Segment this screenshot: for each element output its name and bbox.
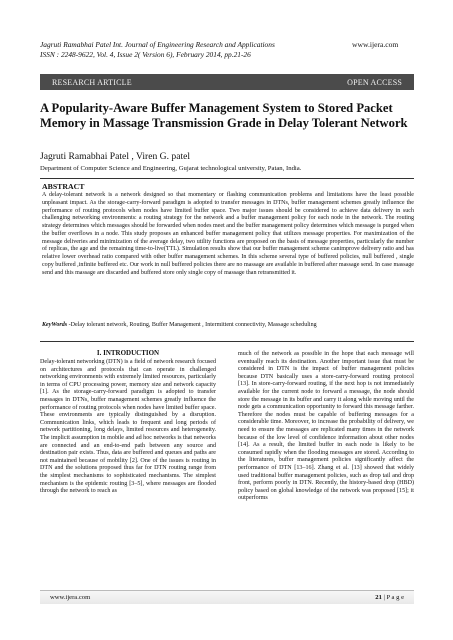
journal-website[interactable]: www.ijera.com <box>352 40 399 49</box>
section-heading-introduction: I. INTRODUCTION <box>96 349 160 357</box>
abstract-text: A delay-tolerant network is a network designed so that momentary or flashing communication problems and limitations have the least possible unpleasant impact. As the storage-carry-forward paradigm is adopted to transfer messages in DTNs, buffer management schemes greatly influence the performance of routing protocols when nodes have limited buffer space. Two major issues should be considered to achieve data delivery in such challenging networking environments: a routing strategy for the network and a buffer management policy for each node in the network. The routing strategy determines which messages should be forwarded when nodes meet and the buffer management policy determines which message is purged when the buffer overflows in a node. This study proposes an enhanced buffer management policy that utilizes message properties. For maximization of the message deliveries and minimization of the average delay, two utility functions are proposed on the basis of message properties, particularly the number of replicas, the age and the remaining time-to-live(TTL). Simulation results show that our buffer management scheme canimprove delivery ratio and has relative lower overhead ratio compared with other buffer management schemes. In this scheme several type of buffered policies, null buffered , single copy buffered ,infinite buffered etc. Our work in null buffered policies there are no massage are available in buffered after massage send. In case massage send and this massage are discarded and buffered store only single copy of massage than retransmitted it. <box>42 192 414 276</box>
open-access-label: OPEN ACCESS <box>347 77 402 87</box>
keywords <box>42 322 414 330</box>
page-number-value: 21 <box>375 594 382 601</box>
research-article-label: RESEARCH ARTICLE <box>52 77 132 87</box>
abstract-bottom-rule <box>40 341 414 342</box>
paper-authors: Jagruti Ramabhai Patel , Viren G. patel <box>40 151 191 162</box>
introduction-text-right: much of the network as possible in the hope that each message will eventually reach its destination. Another important issue that must be considered in DTN is the impact of buffer management policies because DTN basically uses a store-carry-forward routing protocol [13]. In store-carry-forward routing, if the next hop is not immediately available for the current node to forward a message, the node should store the message in its buffer and carry it along while moving until the node gets a communication opportunity to forward this message farther. Therefore the nodes must be capable of buffering messages for a considerable time. Moreover, to increase the probability of delivery, we need to ensure the messages are replicated many times in the network because of the low level of confidence information about other nodes [14]. As a result, the limited buffer in each node is likely to be consumed rapidly when the flooding messages are stored. According to the literatures, buffer management policies significantly affect the performance of DTN [13–16]. Zhang et al. [13] showed that widely used traditional buffer management policies, such as drop tail and drop front, perform poorly in DTN. Recently, the history-based drop (HBD) policy based on global knowledge of the network was proposed [15]; it outperforms <box>238 351 414 502</box>
footer-website[interactable]: www.ijera.com <box>50 594 91 601</box>
page-label: | P a g e <box>381 594 404 601</box>
page-number <box>375 594 404 601</box>
abstract-top-rule <box>40 178 414 179</box>
body-column-left <box>40 349 216 496</box>
article-type-banner <box>40 74 414 90</box>
journal-issn-line: ISSN : 2248-9622, Vol. 4, Issue 2( Version 6), February 2014, pp.21-26 <box>40 49 251 59</box>
introduction-text-left: Delay-tolerant networking (DTN) is a field of network research focused on architectures and protocols that can operate in challenged networking environments with extremely limited resources, particularly in terms of CPU processing power, memory size and network capacity [1]. As the storage-carry-forward paradigm is adopted to transfer messages in DTNs, buffer management schemes greatly influence the performance of routing protocols when nodes have limited buffer space. These environments are typically distinguished by a disruption. Communication links, which leads to frequent and long periods of network partitioning, long delays, limited resources and heterogeneity. The implicit assumption in mobile and ad hoc networks is that networks are connected and an end-to-end path between any source and destination pair exists. Thus, data are buffered and queues and paths are not maintained because of mobility [2]. One of the issues is routing in DTN and the solutions proposed thus far for DTN routing range from the simplest mechanisms to sophisticated mechanisms. The simplest mechanism is the epidemic routing [3–5], where messages are flooded through the network to reach as <box>40 359 216 495</box>
abstract-heading: ABSTRACT <box>42 182 85 191</box>
page-footer <box>40 590 414 604</box>
journal-citation-line: Jagruti Ramabhai Patel Int. Journal of Engineering Research and Applications <box>40 40 275 49</box>
keywords-list: -Delay tolerant network, Routing, Buffer Management , Intermittent connectivity, Massage scheduling <box>68 322 317 328</box>
paper-title: A Popularity-Aware Buffer Management System to Stored Packet Memory in Massage Transmission Grade in Delay Tolerant Network <box>40 101 408 130</box>
author-affiliation: Department of Computer Science and Engineering, Gujarat technological university, Patan, India. <box>40 165 302 172</box>
keywords-label: KeyWords <box>42 322 68 328</box>
journal-header <box>40 40 340 59</box>
body-column-right <box>238 351 414 503</box>
